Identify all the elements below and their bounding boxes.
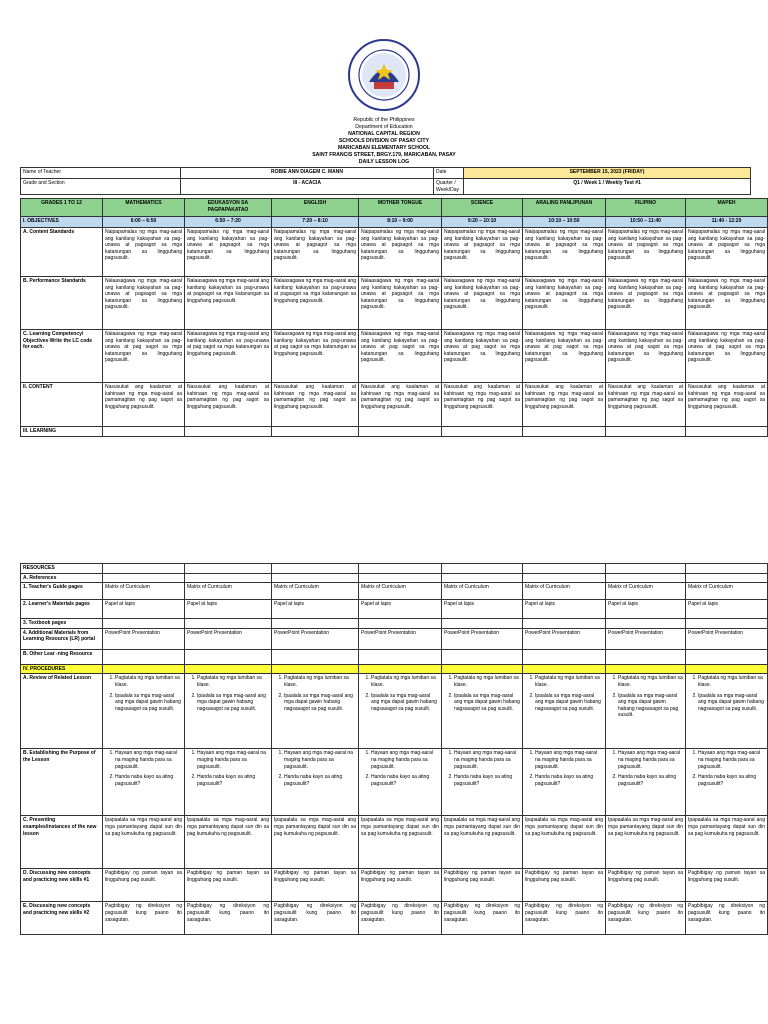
resources-title-row	[21, 564, 768, 574]
presenting-cell: Ipapaalala sa mga mag-aaral ang mga pamantayang dapat sun din sa pag kumukuha ng pagsusulit.	[442, 816, 523, 869]
resource-cell	[359, 649, 442, 664]
discuss2-cell: Pagbibigay ng direksiyon ng pagsusulit kung paano ito sasagutan.	[103, 902, 185, 935]
resource-cell	[359, 619, 442, 629]
procedure-list-item: 1. Pagtatala ng mga lumiban sa klase.	[535, 675, 603, 688]
row-label: B. Performance Standards	[21, 277, 103, 330]
subject-header-cell: MAPEH	[686, 199, 768, 217]
empty-cell	[442, 564, 523, 574]
teacher-name: ROBIE ANN DIAGEM C. MANN	[181, 168, 434, 179]
discuss2-row	[21, 902, 768, 935]
subject-header-cell: FILIPINO	[606, 199, 686, 217]
lesson-log-grid	[20, 198, 768, 437]
standard-cell: Nasusukat ang kaalaman at kahinaan ng mga mag-aaral sa pamamagitan ng pag sagot sa lingguhang pagsusulit.	[442, 383, 523, 427]
resource-label: 4. Additional Materials from Learning Resource (LR) portal	[21, 628, 103, 649]
procedure-list-cell	[103, 674, 185, 749]
review-label: A. Review of Related Lesson	[21, 674, 103, 749]
empty-cell	[103, 573, 185, 583]
procedure-list-item: 1. Pagtatala ng mga lumiban sa klase.	[618, 675, 683, 688]
time-slot-cell: 9:20 – 10:10	[442, 217, 523, 228]
standard-cell: Nalaasagawa ng mga mag-aaral ang kanilang kakayahan sa pag-unawa at pag sagot sa mga katanungan sa lingguhang pagsusulit.	[523, 330, 606, 383]
empty-cell	[272, 573, 359, 583]
resource-cell: Papel at lapis	[272, 600, 359, 619]
subject-header-cell: ARALING PANLIPUNAN	[523, 199, 606, 217]
procedure-list	[187, 675, 269, 712]
standard-cell: Nalaasagawa ng mga mag-aaral ang kanilang kakayahan sa pag-unawa at pagsagot sa mga katanungan sa lingguhang pagsusulit.	[606, 277, 686, 330]
procedure-list-item: 1. Pagtatala ng mga lumiban sa klase.	[698, 675, 765, 688]
resource-cell	[103, 619, 185, 629]
standard-cell: Nasusukat ang kaalaman at kahinaan ng mga mag-aaral sa pamamagitan ng pag sagot sa lingguhang pagsusulit.	[185, 383, 272, 427]
procedure-list-item: 1. Pagtatala ng mga lumiban sa klase.	[197, 675, 269, 688]
discuss1-cell: Pagbibigay ng paman tayan sa lingguhang pag susulit.	[272, 869, 359, 902]
empty-cell	[359, 564, 442, 574]
empty-cell	[686, 427, 768, 437]
references-row	[21, 573, 768, 583]
standard-cell: Nalaasagawa ng mga mag-aaral ang kanilang kakayahan sa pag-unawa at pagsagot sa mga katanungan sa lingguhang pagsusulit.	[103, 277, 185, 330]
empty-cell	[606, 573, 686, 583]
empty-cell	[359, 573, 442, 583]
resource-cell	[185, 649, 272, 664]
procedure-list-cell	[686, 674, 768, 749]
standard-cell: Nalaasagawa ng mga mag-aaral ang kanilang kakayahan sa pag-unawa at pagsagot sa mga katanungan sa lingguhang pagsusulit.	[359, 277, 442, 330]
discuss2-cell: Pagbibigay ng direksiyon ng pagsusulit kung paano ito sasagutan.	[523, 902, 606, 935]
empty-cell	[523, 427, 606, 437]
empty-cell	[606, 664, 686, 674]
discuss2-cell: Pagbibigay ng direksiyon ng pagsusulit kung paano ito sasagutan.	[359, 902, 442, 935]
references-label: A. References	[21, 573, 103, 583]
discuss1-label: D. Discussing new concepts and practicing new skills #1	[21, 869, 103, 902]
standard-cell: Nasusukat ang kaalaman at kahinaan ng mga mag-aaral sa pamamagitan ng pag sagot sa lingguhang pagsusulit.	[686, 383, 768, 427]
procedure-list	[525, 675, 603, 712]
resource-cell: Papel at lapis	[185, 600, 272, 619]
standard-cell: Nalaasagawa ng mga mag-aaral ang kanilang kakayahan sa pag-unawa at pagsagot sa mga katanungan sa lingguhang pagsusulit.	[272, 277, 359, 330]
time-slot-cell: 10:50 – 11:40	[606, 217, 686, 228]
resource-cell: Matrix of Curriculum	[103, 583, 185, 600]
procedure-list-cell	[606, 674, 686, 749]
presenting-cell: Ipapaalala sa mga mag-aaral ang mga pamantayang dapat sun din sa pag kumukuha ng pagsusulit.	[185, 816, 272, 869]
deped-seal-logo	[347, 38, 421, 112]
standard-cell: Nalaasagawa ng mga mag-aaral ang kanilang kakayahan sa pag-unawa at pag sagot sa mga katanungan sa lingguhang pagsusulit.	[272, 330, 359, 383]
standard-row	[21, 383, 768, 427]
presenting-cell: Ipapaalala sa mga mag-aaral ang mga pamantayang dapat sun din sa pag kumukuha ng pagsusulit.	[359, 816, 442, 869]
procedure-list-item: 1. Hayaan ang mga mag-aaral na maging handa para sa pagsusulit.	[284, 750, 356, 770]
procedure-list-item: 2. Handa naba kayo sa ating pagsusulit?	[698, 774, 765, 787]
discuss1-cell: Pagbibigay ng paman tayan sa lingguhang pag susulit.	[442, 869, 523, 902]
procedure-list-cell	[272, 749, 359, 816]
resource-cell: Matrix of Curriculum	[442, 583, 523, 600]
time-slot-cell: 11:40 - 12:20	[686, 217, 768, 228]
resources-title: RESOURCES	[21, 564, 103, 574]
procedure-list	[444, 750, 520, 787]
time-slot-cell: 8:10 – 9:00	[359, 217, 442, 228]
procedure-list	[525, 750, 603, 787]
discuss1-cell: Pagbibigay ng paman tayan sa lingguhang pag susulit.	[686, 869, 768, 902]
empty-cell	[442, 427, 523, 437]
procedure-list-cell	[523, 749, 606, 816]
subject-header-cell: ENGLISH	[272, 199, 359, 217]
empty-cell	[272, 427, 359, 437]
procedures-title: IV. PROCEDURES	[21, 664, 103, 674]
procedure-list-item: 2. Ipaalala sa mga mag-aaral ang mga dapat gawin habang nagsasagot sa pag susulit.	[535, 693, 603, 713]
procedure-list	[361, 750, 439, 787]
procedure-list-item: 1. Hayaan ang mga mag-aaral na maging handa para sa pagsusulit.	[371, 750, 439, 770]
discuss1-row	[21, 869, 768, 902]
discuss2-label: E. Discussing new concepts and practicing new skills #2	[21, 902, 103, 935]
presenting-cell: Ipapaalala sa mga mag-aaral ang mga pamantayang dapat sun din sa pag kumukuha ng pagsusulit.	[272, 816, 359, 869]
resource-cell: PowerPoint Presentation	[185, 628, 272, 649]
standard-cell: Nalaasagawa ng mga mag-aaral ang kanilang kakayahan sa pag-unawa at pagsagot sa mga katanungan sa lingguhang pagsusulit.	[686, 277, 768, 330]
review-row	[21, 674, 768, 749]
empty-cell	[359, 427, 442, 437]
standard-cell: Nalaasagawa ng mga mag-aaral ang kanilang kakayahan sa pag-unawa at pagsagot sa mga katanungan sa lingguhang pagsusulit.	[185, 277, 272, 330]
resource-cell: Matrix of Curriculum	[606, 583, 686, 600]
learning-row	[21, 427, 768, 437]
procedure-list-item: 2. Ipaalala sa mga mag-aaral ang mga dapat gawin habang nagsasagot sa pag susulit.	[115, 693, 182, 713]
procedure-list-item: 2. Ipaalala sa mga mag-aaral ang mga dapat gawin habang nagsasagot sa pag susulit.	[698, 693, 765, 713]
resource-cell: Papel at lapis	[103, 600, 185, 619]
discuss2-cell: Pagbibigay ng direksiyon ng pagsusulit kung paano ito sasagutan.	[686, 902, 768, 935]
resource-cell: Matrix of Curriculum	[686, 583, 768, 600]
empty-cell	[442, 573, 523, 583]
procedure-list-item: 2. Handa naba kayo sa ating pagsusulit?	[115, 774, 182, 787]
empty-cell	[272, 664, 359, 674]
empty-cell	[523, 573, 606, 583]
procedure-list-item: 1. Hayaan ang mga mag-aaral na maging handa para sa pagsusulit.	[535, 750, 603, 770]
grade-value: III - ACACIA	[181, 179, 434, 195]
grades-header-cell: GRADES 1 TO 12	[21, 199, 103, 217]
standard-cell: Naipapamalas ng mga mag-aaral ang kanilang kakayahan sa pag-unawa at pagsagot sa mga katanungan sa lingguhang pagsusulit.	[103, 228, 185, 277]
procedure-list-item: 2. Handa naba kayo sa ating pagsusulit?	[535, 774, 603, 787]
resource-label: 2. Learner's Materials pages	[21, 600, 103, 619]
discuss2-cell: Pagbibigay ng direksiyon ng pagsusulit kung paano ito sasagutan.	[442, 902, 523, 935]
resources-procedures-grid	[20, 563, 768, 935]
resource-cell: Papel at lapis	[686, 600, 768, 619]
procedure-list	[608, 675, 683, 719]
header-line: Department of Education	[355, 124, 413, 130]
procedure-list-item: 1. Hayaan ang mga mag-aaral na maging handa para sa pagsusulit.	[115, 750, 182, 770]
procedure-list-item: 2. Ipaalala sa mga mag-aaral ang mga dapat gawin habang nagsasagot sa pag susulit.	[284, 693, 356, 713]
resource-cell: Papel at lapis	[442, 600, 523, 619]
standard-cell: Nalaasagawa ng mga mag-aaral ang kanilang kakayahan sa pag-unawa at pag sagot sa mga katanungan sa lingguhang pagsusulit.	[686, 330, 768, 383]
standard-cell: Naipapamalas ng mga mag-aaral ang kanilang kakayahan sa pag-unawa at pagsagot sa mga katanungan sa lingguhang pagsusulit.	[359, 228, 442, 277]
row-label: II. CONTENT	[21, 383, 103, 427]
time-slot-cell: 6:00 – 6:50	[103, 217, 185, 228]
procedure-list	[187, 750, 269, 787]
empty-cell	[523, 664, 606, 674]
discuss1-cell: Pagbibigay ng paman tayan sa lingguhang pag susulit.	[606, 869, 686, 902]
subject-header-cell: EDUKASYON SA PAGPAPAKATAO	[185, 199, 272, 217]
subject-header-row	[21, 199, 768, 217]
time-slot-cell: 7:20 – 8:10	[272, 217, 359, 228]
empty-cell	[606, 427, 686, 437]
presenting-cell: Ipapaalala sa mga mag-aaral ang mga pamantayang dapat sun din sa pag kumukuha ng pagsusulit.	[686, 816, 768, 869]
procedure-list-cell	[185, 749, 272, 816]
standard-cell: Naipapamalas ng mga mag-aaral ang kanilang kakayahan sa pag-unawa at pagsagot sa mga katanungan sa lingguhang pagsusulit.	[272, 228, 359, 277]
header-line: MARICABAN ELEMENTARY SCHOOL	[337, 145, 431, 151]
resource-cell	[272, 619, 359, 629]
procedure-list-item: 1. Pagtatala ng mga lumiban sa klase.	[115, 675, 182, 688]
teacher-label: Name of Teacher	[21, 168, 181, 179]
header-line: Republic of the Philippines	[353, 117, 415, 123]
resource-cell	[185, 619, 272, 629]
subject-header-cell: MATHEMATICS	[103, 199, 185, 217]
procedure-list-item: 2. Handa naba kayo sa ating pagsusulit?	[454, 774, 520, 787]
standard-cell: Nalaasagawa ng mga mag-aaral ang kanilang kakayahan sa pag-unawa at pag sagot sa mga katanungan sa lingguhang pagsusulit.	[103, 330, 185, 383]
resource-cell: PowerPoint Presentation	[523, 628, 606, 649]
resource-cell: Papel at lapis	[523, 600, 606, 619]
resource-cell	[523, 619, 606, 629]
procedure-list-cell	[606, 749, 686, 816]
empty-cell	[103, 427, 185, 437]
resource-cell	[523, 649, 606, 664]
row-label: A. Content Standards	[21, 228, 103, 277]
procedure-list-item: 2. Ipaalala sa mga mag-aaral ang mga dapat gawin habang nagsasagot sa pag susulit.	[197, 693, 269, 713]
standard-cell: Naipapamalas ng mga mag-aaral ang kanilang kakayahan sa pag-unawa at pagsagot sa mga katanungan sa lingguhang pagsusulit.	[686, 228, 768, 277]
resource-row	[21, 628, 768, 649]
objectives-label: I. OBJECTIVES	[21, 217, 103, 228]
resource-cell: PowerPoint Presentation	[359, 628, 442, 649]
standard-cell: Nalaasagawa ng mga mag-aaral ang kanilang kakayahan sa pag-unawa at pag sagot sa mga katanungan sa lingguhang pagsusulit.	[606, 330, 686, 383]
procedure-list	[444, 675, 520, 712]
resource-cell	[686, 649, 768, 664]
procedure-list-item: 1. Pagtatala ng mga lumiban sa klase.	[284, 675, 356, 688]
procedure-list	[274, 675, 356, 712]
empty-cell	[686, 664, 768, 674]
quarter-value: Q1 / Week 1 / Weekly Test #1	[464, 179, 751, 195]
standard-cell: Naipapamalas ng mga mag-aaral ang kanilang kakayahan sa pag-unawa at pagsagot sa mga katanungan sa lingguhang pagsusulit.	[523, 228, 606, 277]
resource-row	[21, 600, 768, 619]
procedure-list-item: 2. Handa naba kayo sa ating pagsusulit?	[284, 774, 356, 787]
resource-cell	[442, 619, 523, 629]
teacher-info-table	[20, 167, 751, 195]
time-slot-cell: 6:50 – 7:20	[185, 217, 272, 228]
empty-cell	[442, 664, 523, 674]
presenting-cell: Ipapaalala sa mga mag-aaral ang mga pamantayang dapat sun din sa pag kumukuha ng pagsusulit.	[606, 816, 686, 869]
time-slot-cell: 10:10 – 10:50	[523, 217, 606, 228]
resource-cell: Papel at lapis	[359, 600, 442, 619]
procedure-list	[361, 675, 439, 712]
standard-cell: Nasusukat ang kaalaman at kahinaan ng mga mag-aaral sa pamamagitan ng pag sagot sa lingguhang pagsusulit.	[359, 383, 442, 427]
header-line: SCHOOLS DIVISION OF PASAY CITY	[338, 138, 430, 144]
standard-cell: Nalaasagawa ng mga mag-aaral ang kanilang kakayahan sa pag-unawa at pag sagot sa mga katanungan sa lingguhang pagsusulit.	[185, 330, 272, 383]
procedure-list-item: 1. Pagtatala ng mga lumiban sa klase.	[371, 675, 439, 688]
subject-header-cell: SCIENCE	[442, 199, 523, 217]
procedure-list-item: 1. Hayaan ang mga mag-aaral na maging handa para sa pagsusulit.	[454, 750, 520, 770]
resource-row	[21, 649, 768, 664]
standard-cell: Nalaasagawa ng mga mag-aaral ang kanilang kakayahan sa pag-unawa at pagsagot sa mga katanungan sa lingguhang pagsusulit.	[523, 277, 606, 330]
resource-cell: Matrix of Curriculum	[359, 583, 442, 600]
resource-label: B. Other Lear -ning Resource	[21, 649, 103, 664]
procedure-list-item: 2. Handa naba kayo sa ating pagsusulit?	[371, 774, 439, 787]
procedure-list	[688, 675, 765, 712]
discuss2-cell: Pagbibigay ng direksiyon ng pagsusulit kung paano ito sasagutan.	[185, 902, 272, 935]
procedure-list	[688, 750, 765, 787]
discuss1-cell: Pagbibigay ng paman tayan sa lingguhang pag susulit.	[103, 869, 185, 902]
standard-cell: Nalaasagawa ng mga mag-aaral ang kanilang kakayahan sa pag-unawa at pagsagot sa mga katanungan sa lingguhang pagsusulit.	[442, 277, 523, 330]
resource-cell: PowerPoint Presentation	[103, 628, 185, 649]
empty-cell	[103, 564, 185, 574]
procedure-list-cell	[359, 749, 442, 816]
empty-cell	[606, 564, 686, 574]
resource-cell: Matrix of Curriculum	[185, 583, 272, 600]
resource-cell: Matrix of Curriculum	[523, 583, 606, 600]
header-line: DAILY LESSON LOG	[358, 159, 410, 165]
procedure-list-item: 1. Hayaan ang mga mag-aaral na maging handa para sa pagsusulit.	[197, 750, 269, 770]
empty-cell	[185, 427, 272, 437]
discuss1-cell: Pagbibigay ng paman tayan sa lingguhang pag susulit.	[359, 869, 442, 902]
discuss2-cell: Pagbibigay ng direksiyon ng pagsusulit kung paano ito sasagutan.	[606, 902, 686, 935]
quarter-label: Quarter / Week/Day	[434, 179, 464, 195]
procedure-list-item: 1. Hayaan ang mga mag-aaral na maging handa para sa pagsusulit.	[618, 750, 683, 770]
grade-label: Grade and Section	[21, 179, 181, 195]
resource-cell: PowerPoint Presentation	[686, 628, 768, 649]
discuss1-cell: Pagbibigay ng paman tayan sa lingguhang pag susulit.	[523, 869, 606, 902]
discuss2-cell: Pagbibigay ng direksiyon ng pagsusulit kung paano ito sasagutan.	[272, 902, 359, 935]
procedure-list-item: 2. Handa naba kayo sa ating pagsusulit?	[197, 774, 269, 787]
empty-cell	[359, 664, 442, 674]
empty-cell	[686, 564, 768, 574]
procedure-list-cell	[272, 674, 359, 749]
empty-cell	[185, 664, 272, 674]
purpose-row	[21, 749, 768, 816]
procedure-list-item: 2. Ipaalala sa mga mag-aaral ang mga dapat gawin habang nagsasagot sa pag susulit.	[454, 693, 520, 713]
presenting-row	[21, 816, 768, 869]
procedure-list-item: 1. Pagtatala ng mga lumiban sa klase.	[454, 675, 520, 688]
standard-cell: Naipapamalas ng mga mag-aaral ang kanilang kakayahan sa pag-unawa at pagsagot sa mga katanungan sa lingguhang pagsusulit.	[606, 228, 686, 277]
resource-cell	[442, 649, 523, 664]
empty-cell	[185, 564, 272, 574]
presenting-cell: Ipapaalala sa mga mag-aaral ang mga pamantayang dapat sun din sa pag kumukuha ng pagsusulit.	[523, 816, 606, 869]
empty-cell	[272, 564, 359, 574]
standard-cell: Nasusukat ang kaalaman at kahinaan ng mga mag-aaral sa pamamagitan ng pag sagot sa lingguhang pagsusulit.	[606, 383, 686, 427]
header-line: NATIONAL CAPITAL REGION	[348, 131, 420, 137]
empty-cell	[103, 664, 185, 674]
standard-cell: Nalaasagawa ng mga mag-aaral ang kanilang kakayahan sa pag-unawa at pag sagot sa mga katanungan sa lingguhang pagsusulit.	[442, 330, 523, 383]
procedure-list-item: 1. Hayaan ang mga mag-aaral na maging handa para sa pagsusulit.	[698, 750, 765, 770]
presenting-cell: Ipapaalala sa mga mag-aaral ang mga pamantayang dapat sun din sa pag kumukuha ng pagsusulit.	[103, 816, 185, 869]
standard-cell: Nasusukat ang kaalaman at kahinaan ng mga mag-aaral sa pamamagitan ng pag sagot sa lingguhang pagsusulit.	[523, 383, 606, 427]
procedure-list-cell	[442, 749, 523, 816]
subject-header-cell: MOTHER TONGUE	[359, 199, 442, 217]
header-line: SAINT FRANCIS STREET, BRGY.179, MARICABAN, PASAY	[312, 152, 456, 158]
resource-cell: Matrix of Curriculum	[272, 583, 359, 600]
presenting-label: C. Presenting examples/instances of the new lesson	[21, 816, 103, 869]
standard-cell: Naipapamalas ng mga mag-aaral ang kanilang kakayahan sa pag-unawa at pagsagot sa mga katanungan sa lingguhang pagsusulit.	[442, 228, 523, 277]
resource-cell: Papel at lapis	[606, 600, 686, 619]
procedure-list	[105, 750, 182, 787]
resource-cell	[103, 649, 185, 664]
procedure-list-cell	[359, 674, 442, 749]
procedure-list-cell	[686, 749, 768, 816]
resource-row	[21, 619, 768, 629]
school-header	[0, 117, 768, 166]
resource-cell: PowerPoint Presentation	[272, 628, 359, 649]
resource-label: 1. Teacher's Guide pages	[21, 583, 103, 600]
resource-cell: PowerPoint Presentation	[442, 628, 523, 649]
learning-label: III. LEARNING	[21, 427, 103, 437]
resource-cell: PowerPoint Presentation	[606, 628, 686, 649]
standard-cell: Nalaasagawa ng mga mag-aaral ang kanilang kakayahan sa pag-unawa at pag sagot sa mga katanungan sa lingguhang pagsusulit.	[359, 330, 442, 383]
procedure-list	[608, 750, 683, 787]
procedure-list-cell	[442, 674, 523, 749]
row-label: C. Learning Competency/ Objectives Write the LC code for each.	[21, 330, 103, 383]
standard-cell: Naipapamalas ng mga mag-aaral ang kanilang kakayahan sa pag-unawa at pagsagot sa mga katanungan sa lingguhang pagsusulit.	[185, 228, 272, 277]
resource-cell	[272, 649, 359, 664]
standard-row	[21, 228, 768, 277]
standard-cell: Nasusukat ang kaalaman at kahinaan ng mga mag-aaral sa pamamagitan ng pag sagot sa lingguhang pagsusulit.	[103, 383, 185, 427]
resource-cell	[606, 619, 686, 629]
objectives-row	[21, 217, 768, 228]
standard-row	[21, 330, 768, 383]
procedure-list-cell	[103, 749, 185, 816]
discuss1-cell: Pagbibigay ng paman tayan sa lingguhang pag susulit.	[185, 869, 272, 902]
resource-row	[21, 583, 768, 600]
date-value: SEPTEMBER 15, 2023 (FRIDAY)	[464, 168, 751, 179]
standard-row	[21, 277, 768, 330]
procedure-list	[274, 750, 356, 787]
procedures-title-row	[21, 664, 768, 674]
empty-cell	[523, 564, 606, 574]
resource-cell	[686, 619, 768, 629]
standard-cell: Nasusukat ang kaalaman at kahinaan ng mga mag-aaral sa pamamagitan ng pag sagot sa lingguhang pagsusulit.	[272, 383, 359, 427]
resource-cell	[606, 649, 686, 664]
procedure-list-item: 2. Ipaalala sa mga mag-aaral ang mga dapat gawin habang nagsasagot sa pag susulit.	[371, 693, 439, 713]
empty-cell	[185, 573, 272, 583]
empty-cell	[686, 573, 768, 583]
procedure-list-item: 2. Ipaalala sa mga mag-aaral ang mga dapat gawin habang nagsasagot sa pag susulit.	[618, 693, 683, 719]
procedure-list-cell	[523, 674, 606, 749]
procedure-list-cell	[185, 674, 272, 749]
procedure-list-item: 2. Handa naba kayo sa ating pagsusulit?	[618, 774, 683, 787]
procedure-list	[105, 675, 182, 712]
purpose-label: B. Establishing the Purpose of the Lesson	[21, 749, 103, 816]
date-label: Date	[434, 168, 464, 179]
resource-label: 3. Textbook pages	[21, 619, 103, 629]
